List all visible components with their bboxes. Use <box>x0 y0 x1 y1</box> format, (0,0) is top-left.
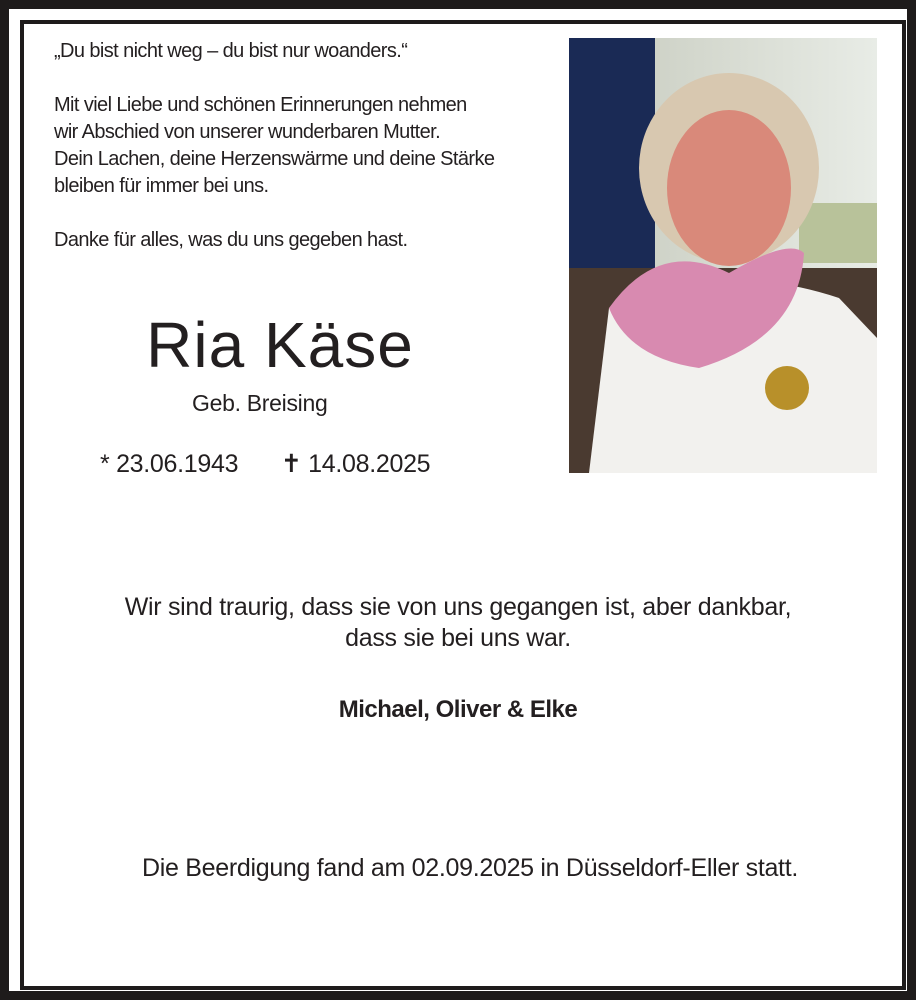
life-dates <box>100 449 430 479</box>
motto: „Du bist nicht weg – du bist nur woanders.“ <box>54 40 408 62</box>
farewell-paragraph: Mit viel Liebe und schönen Erinnerungen nehmen wir Abschied von unserer wunderbaren Mutter. Dein Lachen, deine Herzenswärme und deine Stärke bleiben für immer bei uns. <box>54 94 495 197</box>
portrait-photo <box>569 38 877 473</box>
thanks-line: Danke für alles, was du uns gegeben hast. <box>54 229 408 251</box>
signers: Michael, Oliver & Elke <box>338 696 578 723</box>
birth-date: * 23.06.1943 <box>100 450 239 478</box>
funeral-notice: Die Beerdigung fand am 02.09.2025 in Düsseldorf-Eller statt. <box>142 854 798 882</box>
birth-name: Geb. Breising <box>192 390 328 416</box>
intro-text <box>54 38 494 281</box>
deceased-name: Ria Käse <box>146 309 414 381</box>
death-date: ✝ 14.08.2025 <box>280 450 431 478</box>
closing-quote: Wir sind traurig, dass sie von uns gegangen ist, aber dankbar, dass sie bei uns war. <box>124 593 792 652</box>
